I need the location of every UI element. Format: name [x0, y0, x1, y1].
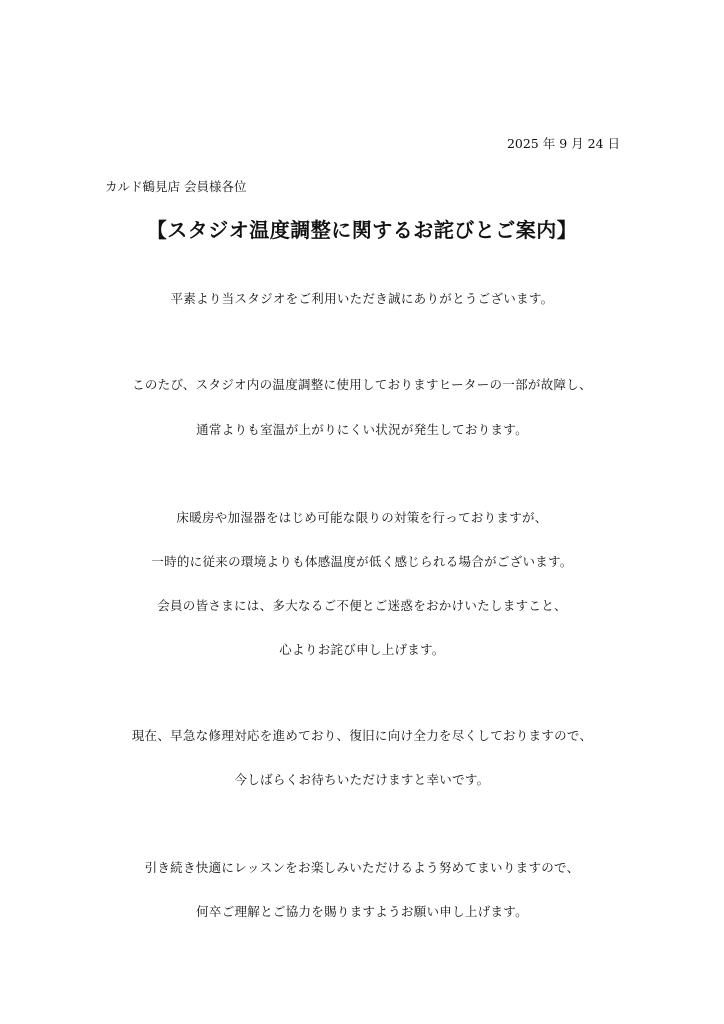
- body-line: 一時的に従来の環境よりも体感温度が低く感じられる場合がございます。: [151, 554, 573, 569]
- body-line: 引き続き快適にレッスンをお楽しみいただけるよう努めてまいりますので、: [144, 860, 580, 875]
- body-line: このたび、スタジオ内の温度調整に使用しておりますヒーターの一部が故障し、: [132, 377, 592, 392]
- body-line-closing: 何卒ご理解とご協力を賜りますようお願い申し上げます。: [196, 904, 528, 919]
- recipient-line: カルド鶴見店 会員様各位: [105, 179, 247, 194]
- body-line: 現在、早急な修理対応を進めており、復旧に向け全力を尽くしておりますので、: [131, 728, 593, 743]
- body-line: 床暖房や加湿器をはじめ可能な限りの対策を行っておりますが、: [176, 510, 548, 525]
- body-line-greeting: 平素より当スタジオをご利用いただき誠にありがとうございます。: [170, 291, 554, 306]
- body-line: 心よりお詫び申し上げます。: [279, 642, 445, 657]
- document-date: 2025 年 9 月 24 日: [506, 136, 620, 151]
- document-title: 【スタジオ温度調整に関するお詫びとご案内】: [146, 218, 578, 242]
- body-line: 通常よりも室温が上がりにくい状況が発生しております。: [196, 422, 528, 437]
- body-line: 今しばらくお待ちいただけますと幸いです。: [234, 772, 490, 787]
- body-line: 会員の皆さまには、多大なるご不便とご迷惑をおかけいたしますこと、: [157, 598, 567, 613]
